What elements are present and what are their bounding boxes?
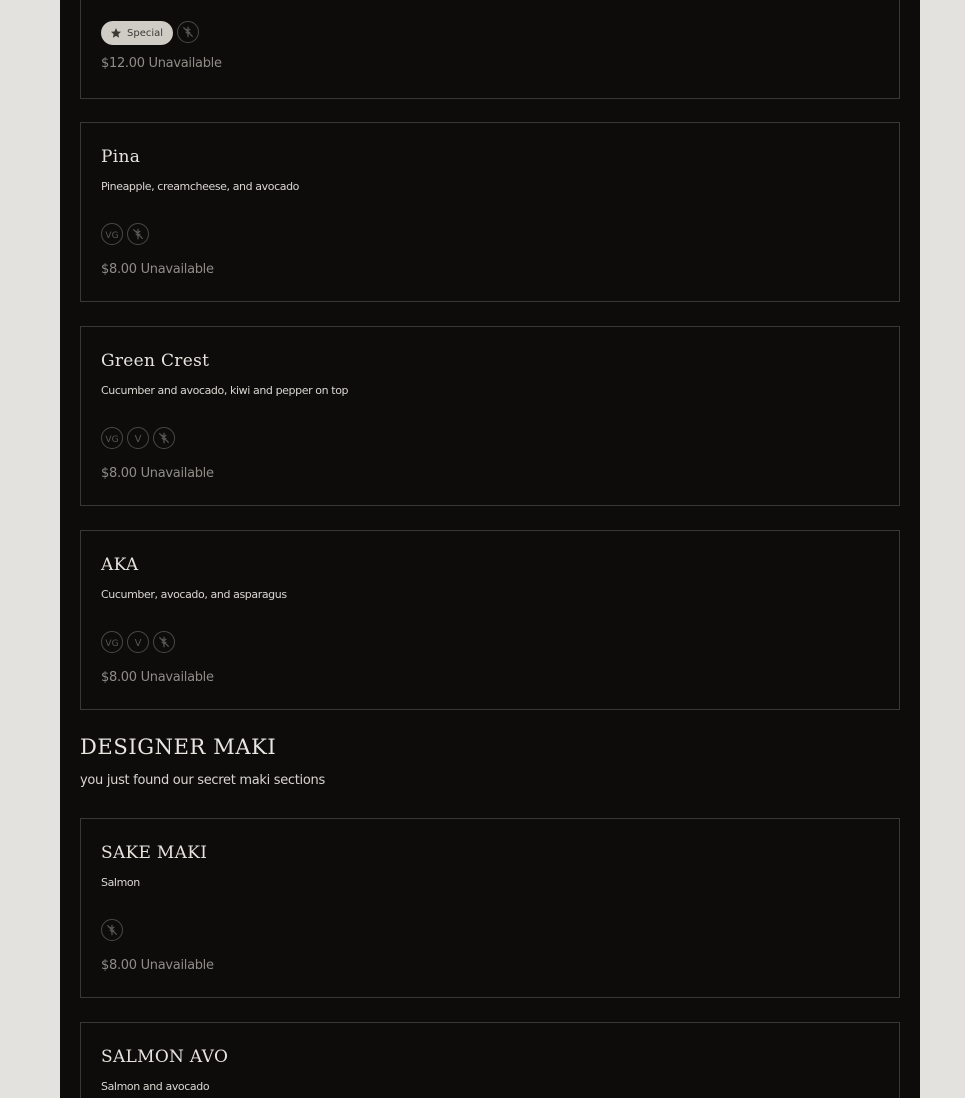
- section-title: DESIGNER MAKI: [80, 735, 277, 759]
- gluten-free-icon: [153, 427, 175, 449]
- special-badge: [101, 21, 173, 45]
- item-name: Pina: [101, 147, 141, 167]
- diet-icons: [101, 631, 175, 655]
- diet-icons: [101, 427, 175, 451]
- item-name: SALMON AVO: [101, 1047, 229, 1067]
- diet-icons: [101, 223, 149, 247]
- item-availability: Unavailable: [140, 670, 214, 685]
- svg-text:VG: VG: [105, 435, 119, 444]
- gluten-free-icon: [101, 919, 123, 941]
- item-description: Cucumber, avocado, and asparagus: [101, 588, 287, 601]
- menu-page: [60, 0, 920, 1098]
- item-description: Salmon and avocado: [101, 1080, 210, 1093]
- item-price-line: [101, 958, 214, 973]
- svg-text:V: V: [134, 638, 142, 648]
- item-name: AKA: [101, 555, 139, 575]
- vegan-icon: [101, 631, 123, 653]
- menu-item-card[interactable]: [80, 530, 900, 710]
- diet-icons: [101, 919, 123, 943]
- diet-icons: [101, 21, 199, 45]
- item-price: $8.00: [101, 958, 137, 973]
- item-price: $8.00: [101, 670, 137, 685]
- item-availability: Unavailable: [140, 958, 214, 973]
- gluten-free-icon: [127, 223, 149, 245]
- item-description: Pineapple, creamcheese, and avocado: [101, 180, 299, 193]
- menu-item-card[interactable]: [80, 1022, 900, 1098]
- item-price: $8.00: [101, 466, 137, 481]
- gluten-free-icon: [153, 631, 175, 653]
- menu-item-card[interactable]: [80, 818, 900, 998]
- star-icon: [110, 27, 122, 39]
- vegan-icon: [101, 223, 123, 245]
- vegetarian-icon: [127, 631, 149, 653]
- menu-item-card[interactable]: [80, 122, 900, 302]
- svg-text:VG: VG: [105, 639, 119, 648]
- svg-text:VG: VG: [105, 231, 119, 240]
- menu-item-card[interactable]: [80, 0, 900, 99]
- special-badge-label: Special: [127, 27, 164, 39]
- vegan-icon: [101, 427, 123, 449]
- item-price-line: [101, 56, 222, 71]
- item-description: Salmon: [101, 876, 140, 889]
- item-availability: Unavailable: [140, 466, 214, 481]
- section-subtitle: you just found our secret maki sections: [80, 773, 325, 788]
- item-price: $8.00: [101, 262, 137, 277]
- item-price-line: [101, 670, 214, 685]
- vegetarian-icon: [127, 427, 149, 449]
- svg-text:V: V: [134, 434, 142, 444]
- item-availability: Unavailable: [140, 262, 214, 277]
- item-description: Cucumber and avocado, kiwi and pepper on top: [101, 384, 349, 397]
- item-availability: Unavailable: [148, 56, 222, 71]
- item-name: SAKE MAKI: [101, 843, 208, 863]
- item-price: $12.00: [101, 56, 145, 71]
- item-price-line: [101, 466, 214, 481]
- item-name: Green Crest: [101, 351, 210, 371]
- menu-item-card[interactable]: [80, 326, 900, 506]
- gluten-free-icon: [177, 21, 199, 43]
- item-price-line: [101, 262, 214, 277]
